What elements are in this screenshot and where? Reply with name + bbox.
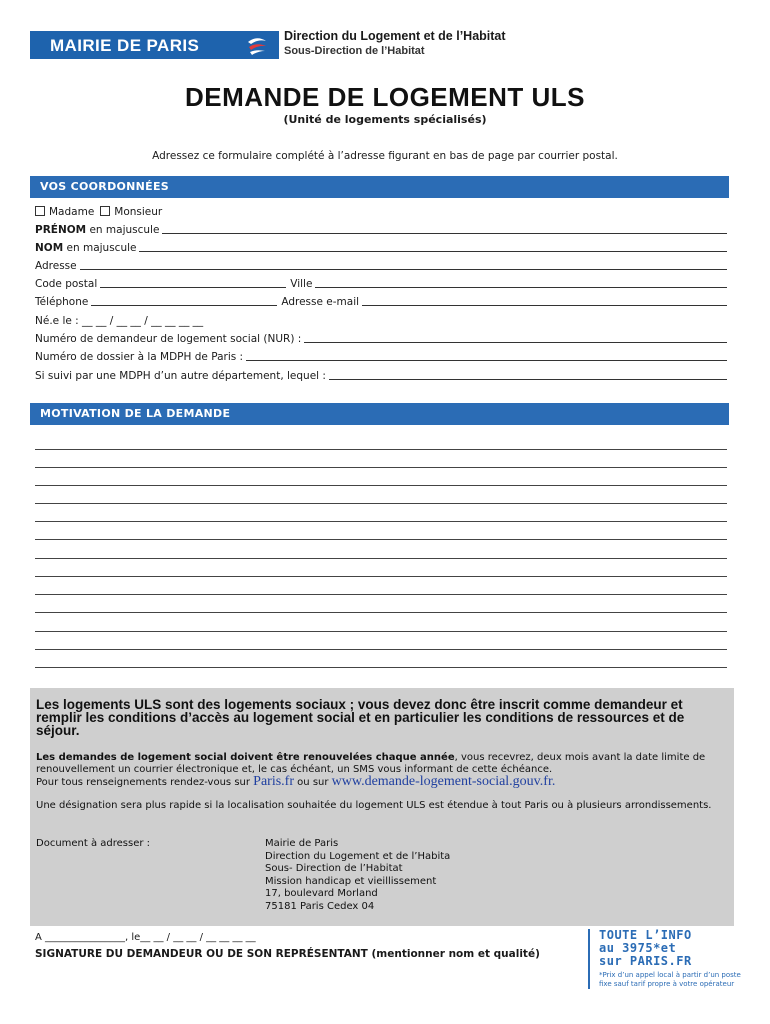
motivation-line[interactable] [35,539,727,540]
sub-department-name: Sous-Direction de l’Habitat [284,45,425,57]
nur-input-line[interactable] [304,341,727,343]
renewal-paragraph: Les demandes de logement social doivent être renouvelées chaque année, vous recevrez, deux mois avant la date limite de renouvellement un courrier électronique et, le cas échéant, un SMS vous informant de cette échéance. Pour tous renseignements rendez-vous sur Paris.fr ou sur www.demande-logement-social.gouv.fr. [36,752,706,789]
info-heading: Les logements ULS sont des logements sociaux ; vous devez donc être inscrit comme demandeur et remplir les conditions d’accès au logement social et en particulier les conditions de ressources et de séjour. [36,697,685,738]
department-name: Direction du Logement et de l’Habitat [284,29,506,43]
code-postal-input-line[interactable] [100,286,286,288]
prenom-input-line[interactable] [162,232,727,234]
signature-label: SIGNATURE DU DEMANDEUR OU DE SON REPRÉSENTANT (mentionner nom et qualité) [35,948,540,960]
motivation-line[interactable] [35,503,727,504]
info-box [30,688,734,926]
section-title: MOTIVATION DE LA DEMANDE [40,407,231,420]
motivation-section-header [30,403,729,425]
logo-text: MAIRIE DE PARIS [50,36,200,55]
paris-ship-emblem-icon [245,33,269,57]
promo-block: TOUTE L’INFO au 3975*et sur PARIS.FR [599,928,692,968]
motivation-line[interactable] [35,467,727,468]
motivation-line[interactable] [35,631,727,632]
motivation-line[interactable] [35,521,727,522]
promo-divider [588,929,590,989]
motivation-line[interactable] [35,594,727,595]
promo-note: *Prix d’un appel local à partir d’un poste fixe sauf tarif propre à votre opérateur [599,971,741,988]
instruction-text: Adressez ce formulaire complété à l’adresse figurant en bas de page par courrier postal. [152,150,618,162]
civility-row [35,204,727,218]
place-date-field[interactable]: A ________________, le__ __ / __ __ / __ __ __ __ [35,932,256,943]
motivation-line[interactable] [35,649,727,650]
madame-option[interactable]: Madame [35,206,94,218]
nur-field[interactable]: Numéro de demandeur de logement social (NUR) : [35,331,727,345]
telephone-email-row: Téléphone Adresse e-mail [35,294,727,308]
nom-field[interactable]: NOM en majuscule [35,240,727,254]
mdph-paris-input-line[interactable] [246,359,727,361]
motivation-line[interactable] [35,449,727,450]
motivation-line[interactable] [35,485,727,486]
demande-logement-link[interactable]: www.demande-logement-social.gouv.fr. [331,774,556,789]
monsieur-checkbox[interactable] [100,206,110,216]
postal-address: Mairie de Paris Direction du Logement et de l’Habita Sous- Direction de l’Habitat Mission handicap et vieillissement 17, boulevard Morland 75181 Paris Cedex 04 [265,838,451,912]
telephone-input-line[interactable] [91,304,277,306]
mairie-de-paris-logo [30,31,279,59]
document-label: Document à adresser : [36,838,151,849]
motivation-line[interactable] [35,612,727,613]
code-postal-ville-row: Code postal Ville [35,276,727,290]
ville-input-line[interactable] [315,286,727,288]
section-title: VOS COORDONNÉES [40,180,170,193]
nom-input-line[interactable] [139,250,727,252]
email-input-line[interactable] [362,304,727,306]
motivation-line[interactable] [35,558,727,559]
adresse-input-line[interactable] [80,268,727,270]
motivation-line[interactable] [35,576,727,577]
page-title: DEMANDE DE LOGEMENT ULS [184,82,586,112]
mdph-autre-field[interactable]: Si suivi par une MDPH d’un autre département, lequel : [35,368,727,382]
motivation-line[interactable] [35,667,727,668]
mdph-autre-input-line[interactable] [329,378,727,380]
naissance-field[interactable]: Né.e le : __ __ / __ __ / __ __ __ __ [35,315,204,327]
page-subtitle: (Unité de logements spécialisés) [283,113,487,126]
coordonnees-section-header [30,176,729,198]
monsieur-option[interactable]: Monsieur [100,206,162,218]
prenom-field[interactable]: PRÉNOM en majuscule [35,222,727,236]
madame-checkbox[interactable] [35,206,45,216]
paris-fr-link[interactable]: Paris.fr [253,774,294,789]
designation-paragraph: Une désignation sera plus rapide si la localisation souhaitée du logement ULS est étendue à tout Paris ou à plusieurs arrondissements. [36,800,712,811]
adresse-field[interactable]: Adresse [35,258,727,272]
mdph-paris-field[interactable]: Numéro de dossier à la MDPH de Paris : [35,349,727,363]
